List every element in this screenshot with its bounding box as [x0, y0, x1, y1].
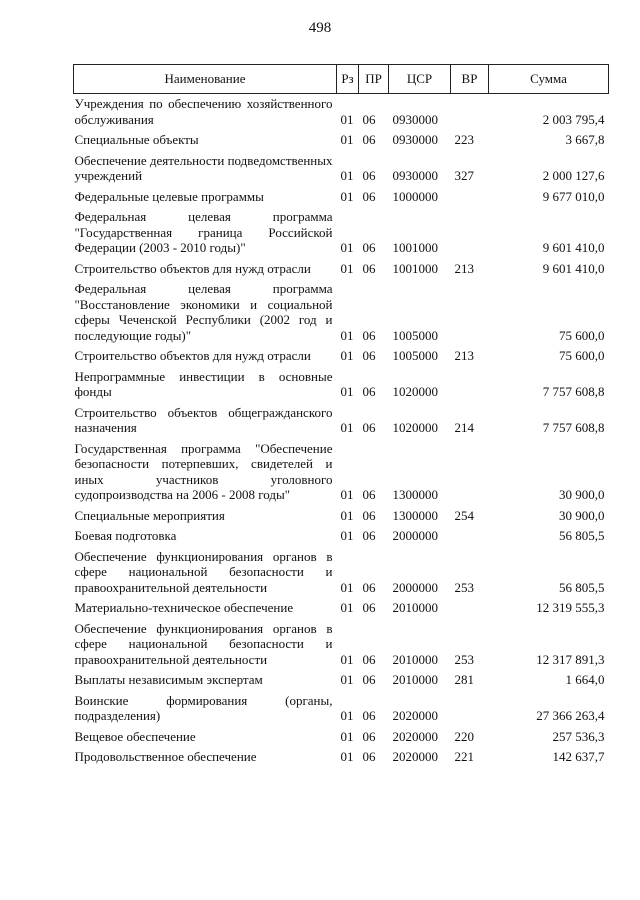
table-body	[74, 94, 609, 768]
row-rz: 01	[340, 327, 354, 343]
row-rz: 01	[340, 672, 354, 687]
row-sum: 7 757 608,8	[542, 420, 605, 435]
budget-table	[73, 64, 609, 768]
header-sum: Сумма	[489, 65, 609, 94]
table-row	[74, 151, 609, 187]
row-sum: 30 900,0	[559, 487, 605, 502]
row-pr: 06	[362, 111, 376, 127]
row-vr	[451, 279, 489, 346]
row-vr: 214	[454, 420, 474, 435]
table-row	[74, 207, 609, 259]
row-sum: 7 757 608,8	[542, 384, 605, 399]
row-vr	[451, 187, 489, 208]
row-rz: 01	[340, 420, 354, 435]
row-sum: 75 600,0	[559, 348, 605, 363]
row-sum: 3 667,8	[565, 132, 605, 147]
row-csr: 2010000	[392, 672, 438, 687]
row-rz: 01	[340, 384, 354, 399]
row-sum: 9 677 010,0	[542, 188, 605, 204]
row-name: Государственная программа "Обеспечение безопасности потерпевших, свидетелей и иных участников уголовного судопроизводства на 2006 - 2008 годы"	[74, 440, 333, 502]
row-csr: 1020000	[392, 384, 438, 399]
row-vr: 281	[454, 672, 474, 687]
row-rz: 01	[340, 111, 354, 127]
row-sum: 75 600,0	[559, 327, 605, 343]
row-csr: 2010000	[392, 651, 438, 667]
row-name: Материально-техническое обеспечение	[74, 600, 294, 615]
row-vr: 223	[454, 132, 474, 147]
row-vr: 327	[454, 168, 474, 183]
row-pr: 06	[362, 708, 376, 723]
row-sum: 56 805,5	[559, 579, 605, 595]
row-csr: 0930000	[392, 168, 438, 183]
table-row	[74, 727, 609, 748]
row-rz: 01	[340, 348, 354, 363]
row-pr: 06	[362, 487, 376, 502]
row-rz: 01	[340, 708, 354, 723]
row-name: Федеральная целевая программа "Восстановление экономики и социальной сферы Чеченской Республики (2002 год и последующие годы)"	[74, 281, 333, 343]
table-row	[74, 94, 609, 131]
row-sum: 12 319 555,3	[536, 600, 605, 615]
row-vr: 253	[454, 651, 474, 667]
row-rz: 01	[340, 728, 354, 744]
table-row	[74, 259, 609, 280]
row-csr: 2000000	[392, 579, 438, 595]
row-csr: 1001000	[392, 240, 438, 255]
table-row	[74, 187, 609, 208]
row-name: Непрограммные инвестиции в основные фонды	[74, 368, 333, 399]
row-name: Боевая подготовка	[74, 528, 177, 543]
row-vr	[451, 598, 489, 619]
row-csr: 2020000	[392, 708, 438, 723]
row-rz: 01	[340, 579, 354, 595]
row-pr: 06	[362, 240, 376, 255]
table-row	[74, 547, 609, 599]
row-pr: 06	[362, 420, 376, 435]
row-pr: 06	[362, 728, 376, 744]
row-name: Федеральные целевые программы	[74, 188, 264, 204]
row-name: Воинские формирования (органы, подразделения)	[74, 692, 333, 723]
row-rz: 01	[340, 487, 354, 502]
row-csr: 2020000	[392, 728, 438, 744]
row-vr: 221	[454, 749, 474, 764]
row-vr	[451, 439, 489, 506]
row-name: Обеспечение функционирования органов в сфере национальной безопасности и правоохранительной деятельности	[74, 548, 333, 595]
row-rz: 01	[340, 132, 354, 147]
row-vr	[451, 94, 489, 131]
row-sum: 56 805,5	[559, 528, 605, 543]
row-pr: 06	[362, 348, 376, 363]
row-sum: 9 601 410,0	[542, 260, 605, 276]
header-vr: ВР	[451, 65, 489, 94]
row-csr: 2020000	[392, 749, 438, 764]
row-pr: 06	[362, 600, 376, 615]
row-sum: 1 664,0	[565, 672, 605, 687]
row-csr: 1020000	[392, 420, 438, 435]
table-header	[74, 65, 609, 94]
row-name: Строительство объектов общегражданского назначения	[74, 404, 333, 435]
row-pr: 06	[362, 260, 376, 276]
row-csr: 1005000	[392, 348, 438, 363]
row-pr: 06	[362, 651, 376, 667]
row-pr: 06	[362, 132, 376, 147]
table-row	[74, 403, 609, 439]
table-row	[74, 506, 609, 527]
row-vr: 253	[454, 579, 474, 595]
table-row	[74, 619, 609, 671]
row-pr: 06	[362, 327, 376, 343]
page-number: 498	[308, 20, 332, 36]
row-csr: 1300000	[392, 507, 438, 523]
row-rz: 01	[340, 168, 354, 183]
row-name: Строительство объектов для нужд отрасли	[74, 260, 311, 276]
header-csr: ЦСР	[389, 65, 451, 94]
row-name: Обеспечение функционирования органов в сфере национальной безопасности и правоохранительной деятельности	[74, 620, 333, 667]
table-row	[74, 670, 609, 691]
table-row	[74, 747, 609, 768]
row-name: Строительство объектов для нужд отрасли	[74, 348, 311, 363]
row-csr: 0930000	[392, 132, 438, 147]
row-vr	[451, 367, 489, 403]
row-csr: 0930000	[392, 111, 438, 127]
header-pr: ПР	[359, 65, 389, 94]
row-name: Федеральная целевая программа "Государственная граница Российской Федерации (2003 - 2010 годы)"	[74, 209, 333, 255]
row-vr: 220	[454, 728, 474, 744]
row-sum: 2 000 127,6	[542, 168, 605, 183]
row-sum: 12 317 891,3	[536, 651, 605, 667]
row-csr: 2010000	[392, 600, 438, 615]
row-name: Продовольственное обеспечение	[74, 749, 257, 764]
table-row	[74, 279, 609, 346]
row-vr: 213	[454, 260, 474, 276]
header-rz: Рз	[337, 65, 359, 94]
row-sum: 257 536,3	[552, 728, 605, 744]
row-sum: 142 637,7	[552, 749, 605, 764]
row-pr: 06	[362, 749, 376, 764]
table-row	[74, 130, 609, 151]
row-rz: 01	[340, 600, 354, 615]
table-row	[74, 526, 609, 547]
row-sum: 30 900,0	[559, 507, 605, 523]
row-name: Специальные мероприятия	[74, 507, 225, 523]
row-rz: 01	[340, 507, 354, 523]
row-name: Специальные объекты	[74, 132, 199, 147]
row-rz: 01	[340, 749, 354, 764]
row-vr: 254	[454, 507, 474, 523]
table-row	[74, 439, 609, 506]
row-csr: 1001000	[392, 260, 438, 276]
row-pr: 06	[362, 672, 376, 687]
row-sum: 2 003 795,4	[542, 111, 605, 127]
row-rz: 01	[340, 651, 354, 667]
row-name: Обеспечение деятельности подведомственных учреждений	[74, 152, 333, 183]
table-row	[74, 598, 609, 619]
row-pr: 06	[362, 188, 376, 204]
row-vr	[451, 691, 489, 727]
row-pr: 06	[362, 528, 376, 543]
row-csr: 1300000	[392, 487, 438, 502]
row-sum: 9 601 410,0	[542, 240, 605, 255]
row-pr: 06	[362, 384, 376, 399]
row-rz: 01	[340, 240, 354, 255]
row-pr: 06	[362, 579, 376, 595]
header-row	[74, 65, 609, 94]
row-vr	[451, 207, 489, 259]
row-vr	[451, 526, 489, 547]
table-row	[74, 346, 609, 367]
row-pr: 06	[362, 507, 376, 523]
row-vr: 213	[454, 348, 474, 363]
row-sum: 27 366 263,4	[536, 708, 605, 723]
table-row	[74, 367, 609, 403]
row-rz: 01	[340, 528, 354, 543]
table-row	[74, 691, 609, 727]
row-csr: 2000000	[392, 528, 438, 543]
row-name: Учреждения по обеспечению хозяйственного обслуживания	[74, 96, 333, 127]
row-name: Вещевое обеспечение	[74, 728, 196, 744]
row-name: Выплаты независимым экспертам	[74, 672, 263, 687]
row-rz: 01	[340, 260, 354, 276]
row-csr: 1005000	[392, 327, 438, 343]
row-csr: 1000000	[392, 188, 438, 204]
header-name: Наименование	[74, 65, 337, 94]
row-rz: 01	[340, 188, 354, 204]
row-pr: 06	[362, 168, 376, 183]
